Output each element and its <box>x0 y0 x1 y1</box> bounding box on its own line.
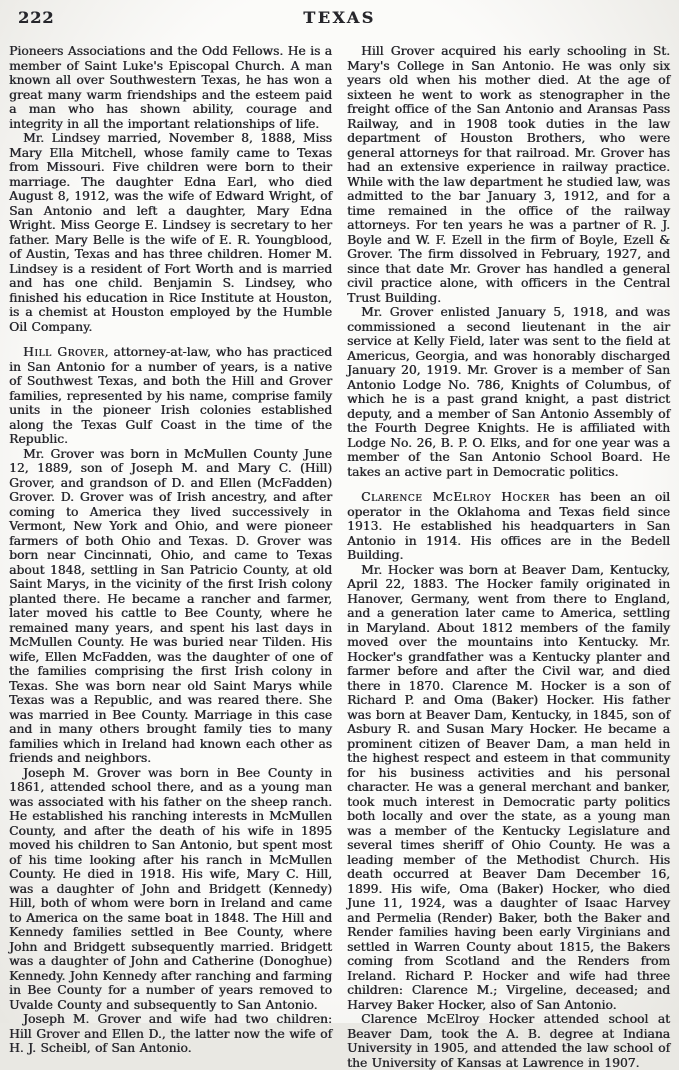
paragraph <box>347 1012 670 1070</box>
paragraph-text: Hill Grover acquired his early schooling in St. Mary's College in San Antonio. He was only six years old when his mother died. At the age of sixteen he went to work as stenographer in the freight office of the San Antonio and Aransas Pass Railway, and in 1908 took duties in the law department of Houston Brothers, who were general attorneys for that railroad. Mr. Grover has had an extensive experience in railway practice. While with the law department he studied law, was admitted to the bar January 3, 1912, and for a time remained in the office of the railway attorneys. For ten years he was a partner of R. J. Boyle and W. F. Ezell in the firm of Boyle, Ezell & Grover. The firm dissolved in February, 1927, and since that date Mr. Grover has handled a general civil practice alone, with officers in the Central Trust Building. <box>347 44 670 305</box>
biography-entry-start <box>347 490 670 563</box>
paragraph-text: Clarence McElroy Hocker attended school at Beaver Dam, took the A. B. degree at Indiana University in 1905, and attended the law school of the University of Kansas at Lawrence in 1907. <box>347 1012 670 1070</box>
entry-name: Clarence McElroy Hocker <box>361 490 550 504</box>
column-right <box>347 44 670 1070</box>
entry-name: Hill Grover <box>23 345 105 359</box>
paragraph-text: Pioneers Associations and the Odd Fellows. He is a member of Saint Luke's Episcopal Church. A man known all over Southwestern Texas, he has won a great many warm friendships and the esteem paid a man who has shown ability, courage and integrity in all the important relationships of life. <box>9 44 332 131</box>
paragraph-text: Joseph M. Grover and wife had two children: Hill Grover and Ellen D., the latter now the wife of H. J. Scheibl, of San Antonio. <box>9 1012 332 1055</box>
paragraph <box>347 44 670 305</box>
paragraph-text: Mr. Grover was born in McMullen County June 12, 1889, son of Joseph M. and Mary C. (Hill) Grover, and grandson of D. and Ellen (McFadden) Grover. D. Grover was of Irish ancestry, and after coming to America they lived successively in Vermont, New York and Ohio, and were pioneer farmers of both Ohio and Texas. D. Grover was born near Cincinnati, Ohio, and came to Texas about 1848, settling in San Patricio County, at old Saint Marys, in the vicinity of the first Irish colony planted there. He became a rancher and farmer, later moved his cattle to Bee County, where he remained many years, and spent his last days in McMullen County. He was buried near Tilden. His wife, Ellen McFadden, was the daughter of one of the families comprising the first Irish colony in Texas. She was born near old Saint Marys while Texas was a Republic, and was reared there. She was married in Bee County. Marriage in this case and in many others brought family ties to many families which in Ireland had known each other as friends and neighbors. <box>9 446 332 765</box>
biography-entry-start <box>9 345 332 447</box>
paragraph-text: Joseph M. Grover was born in Bee County in 1861, attended school there, and as a young man was associated with his father on the sheep ranch. He established his ranching interests in McMullen County, and after the death of his wife in 1895 moved his children to San Antonio, but spent most of his time looking after his ranch in McMullen County. He died in 1918. His wife, Mary C. Hill, was a daughter of John and Bridgett (Kennedy) Hill, both of whom were born in Ireland and came to America on the same boat in 1848. The Hill and Kennedy families settled in Bee County, where John and Bridgett subsequently married. Bridgett was a daughter of John and Catherine (Donoghue) Kennedy. John Kennedy after ranching and farming in Bee County for a number of years removed to Uvalde County and subsequently to San Antonio. <box>9 765 332 1012</box>
page-number: 222 <box>18 8 55 27</box>
page-title: TEXAS <box>303 8 376 27</box>
paragraph <box>9 1012 332 1056</box>
paragraph <box>347 563 670 1013</box>
paragraph-text: Mr. Grover enlisted January 5, 1918, and was commissioned a second lieutenant in the air service at Kelly Field, later was sent to the field at Americus, Georgia, and was honorably discharged January 20, 1919. Mr. Grover is a member of San Antonio Lodge No. 786, Knights of Columbus, of which he is a past grand knight, a past district deputy, and a member of San Antonio Assembly of the Fourth Degree Knights. He is affiliated with Lodge No. 26, B. P. O. Elks, and for one year was a member of the San Antonio School Board. He takes an active part in Democratic politics. <box>347 305 670 479</box>
paragraph <box>9 447 332 766</box>
paragraph-text: , attorney-at-law, who has practiced in San Antonio for a number of years, is a native of Southwest Texas, and both the Hill and Grover families, represented by his name, comprise family units in the pioneer Irish colonies established along the Texas Gulf Coast in the time of the Republic. <box>9 345 333 446</box>
paragraph <box>9 766 332 1013</box>
paragraph-text: has been an oil operator in the Oklahoma and Texas field since 1913. He established his headquarters in San Antonio in 1914. His offices are in the Bedell Building. <box>347 490 670 562</box>
paragraph-text: Mr. Lindsey married, November 8, 1888, Miss Mary Ella Mitchell, whose family came to Texas from Missouri. Five children were born to their marriage. The daughter Edna Earl, who died August 8, 1912, was the wife of Edward Wright, of San Antonio and left a daughter, Mary Edna Wright. Miss George E. Lindsey is secretary to her father. Mary Belle is the wife of E. R. Youngblood, of Austin, Texas and has three children. Homer M. Lindsey is a resident of Fort Worth and is married and has one child. Benjamin S. Lindsey, who finished his education in Rice Institute at Houston, is a chemist at Houston employed by the Humble Oil Company. <box>9 131 332 334</box>
column-left <box>9 44 332 1070</box>
text-columns <box>0 40 679 1070</box>
paragraph <box>9 44 332 131</box>
paragraph <box>347 305 670 479</box>
running-head <box>0 0 679 40</box>
paragraph <box>9 131 332 334</box>
paragraph-text: Mr. Hocker was born at Beaver Dam, Kentucky, April 22, 1883. The Hocker family originated in Hanover, Germany, went from there to England, and a generation later came to America, settling in Maryland. About 1812 members of the family moved over the mountains into Kentucky. Mr. Hocker's grandfather was a Kentucky planter and farmer before and after the Civil war, and died there in 1870. Clarence M. Hocker is a son of Richard P. and Oma (Baker) Hocker. His father was born at Beaver Dam, Kentucky, in 1845, son of Asbury R. and Susan Mary Hocker. He became a prominent citizen of Beaver Dam, a man held in the highest respect and esteem in that community for his business activities and his personal character. He was a general merchant and banker, took much interest in Democratic party politics both locally and over the state, as a young man was a member of the Kentucky Legislature and several times sheriff of Ohio County. He was a leading member of the Methodist Church. His death occurred at Beaver Dam December 16, 1899. His wife, Oma (Baker) Hocker, who died June 11, 1924, was a daughter of Isaac Harvey and Permelia (Render) Baker, both the Baker and Render families having been early Virginians and settled in Warren County about 1815, the Bakers coming from Scotland and the Renders from Ireland. Richard P. Hocker and wife had three children: Clarence M.; Virgeline, deceased; and Harvey Baker Hocker, also of San Antonio. <box>347 562 670 1012</box>
